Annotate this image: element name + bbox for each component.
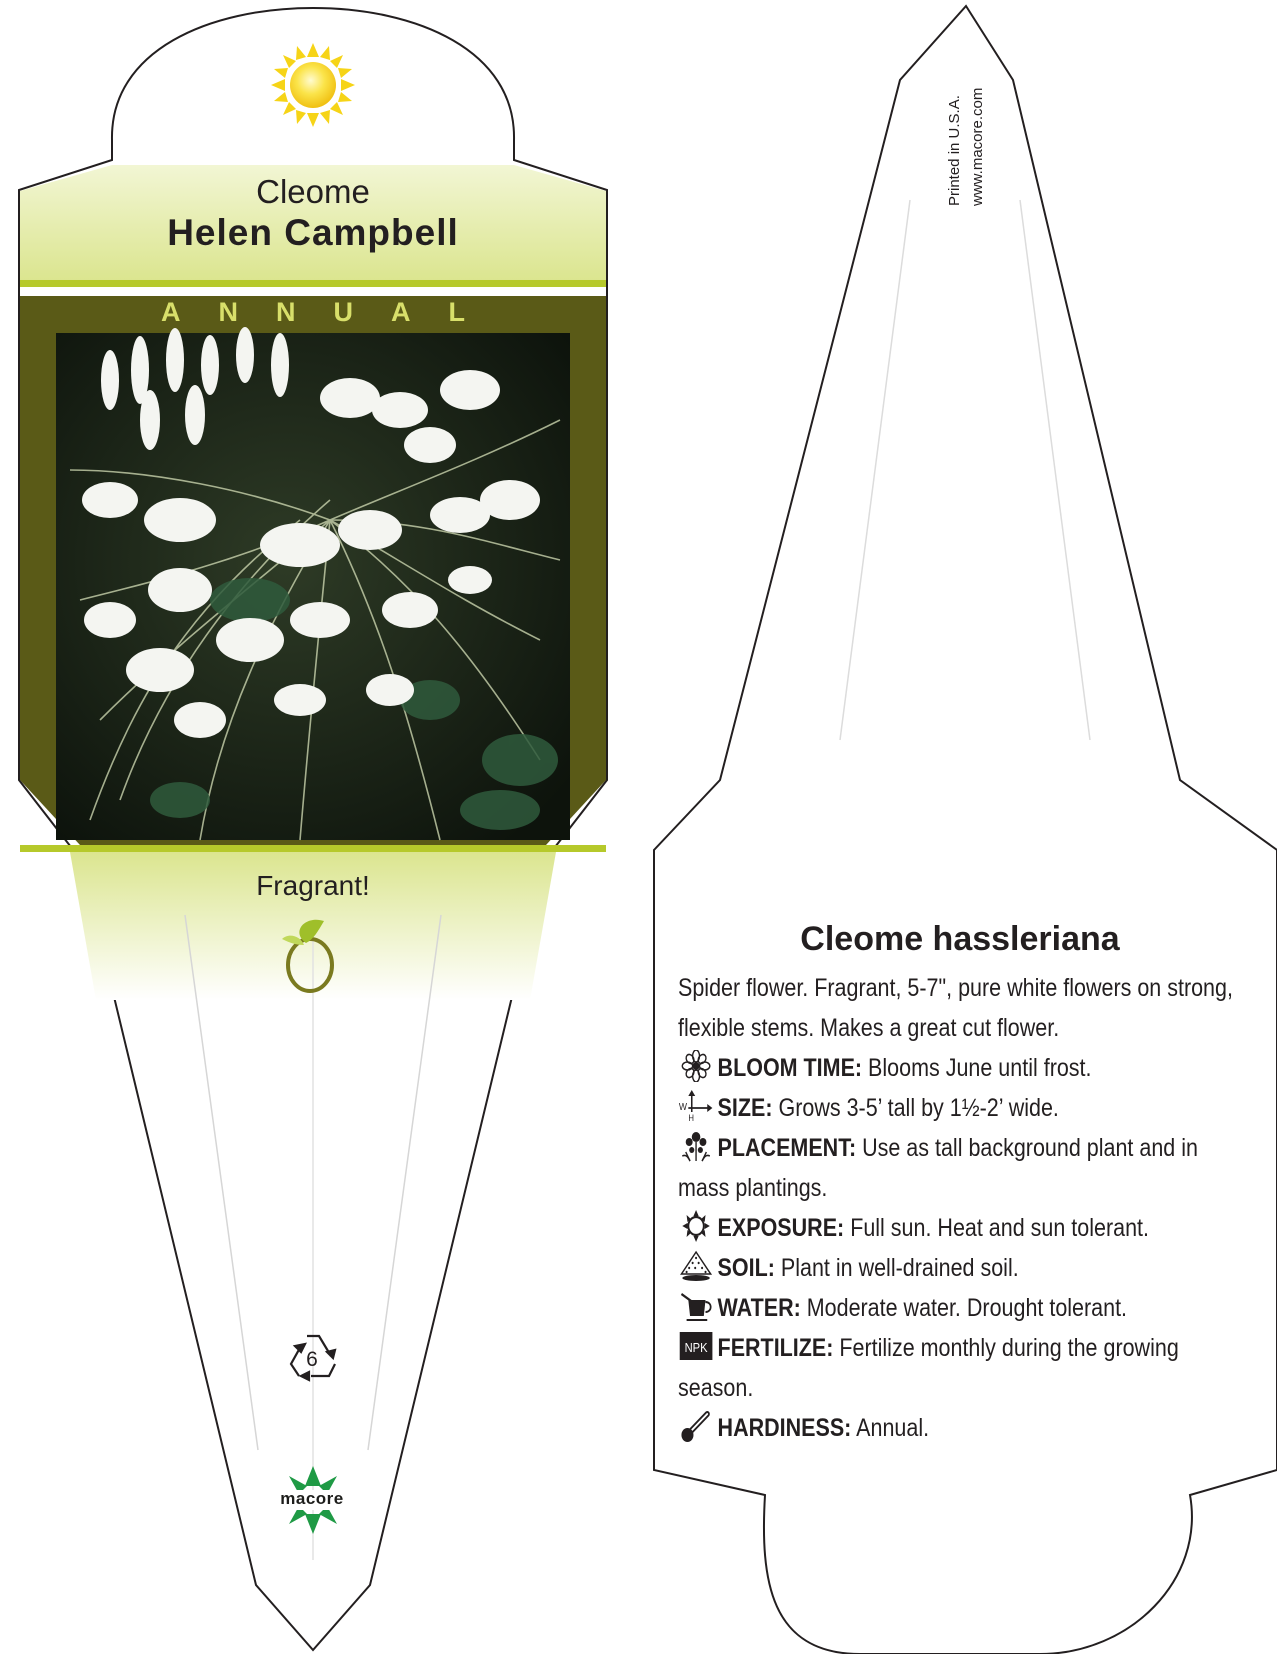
care-label: WATER:	[717, 1294, 801, 1322]
sun-icon	[678, 1210, 714, 1242]
care-text: Annual.	[856, 1414, 930, 1442]
npk-text: NPK	[684, 1340, 708, 1356]
care-label: HARDINESS:	[717, 1414, 852, 1442]
variety-name: Helen Campbell	[167, 212, 459, 253]
care-text: Plant in well-drained soil.	[780, 1254, 1019, 1282]
care-row	[678, 1208, 1237, 1248]
size-arrows-icon	[678, 1090, 714, 1122]
care-label: PLACEMENT:	[717, 1134, 857, 1162]
care-label: BLOOM TIME:	[717, 1054, 863, 1082]
printed-info	[880, 48, 986, 218]
care-row	[678, 1088, 1237, 1128]
feature-text: Fragrant!	[256, 870, 370, 901]
care-row	[678, 1128, 1237, 1208]
care-info	[678, 968, 1237, 1448]
common-name: Cleome	[256, 173, 370, 210]
sun-icon	[271, 43, 355, 127]
care-row	[678, 1048, 1237, 1088]
care-label: FERTILIZE:	[717, 1334, 834, 1362]
brand-name: macore	[280, 1489, 344, 1508]
care-text: Moderate water. Drought tolerant.	[806, 1294, 1128, 1322]
care-text: Grows 3-5’ tall by 1½-2’ wide.	[778, 1094, 1059, 1122]
lower-line	[20, 845, 606, 852]
watering-can-icon	[678, 1290, 714, 1322]
care-text: Use as tall background plant and in mass plantings.	[678, 1134, 1198, 1202]
soil-icon	[678, 1250, 714, 1282]
size-w-label: W	[678, 1101, 687, 1113]
size-h-label: H	[688, 1112, 694, 1122]
plants-icon	[678, 1130, 714, 1162]
care-label: EXPOSURE:	[717, 1214, 845, 1242]
care-row	[678, 1408, 1237, 1448]
recycle-code: 6	[306, 1348, 318, 1371]
botanical-name: Cleome hassleriana	[800, 920, 1120, 958]
care-row	[678, 1328, 1237, 1408]
care-row	[678, 1288, 1237, 1328]
description: Spider flower. Fragrant, 5-7", pure white flowers on strong, flexible stems. Makes a great cut flower.	[678, 974, 1233, 1042]
npk-icon	[678, 1330, 714, 1362]
care-row	[678, 1248, 1237, 1288]
header-line	[20, 280, 606, 287]
thermometer-icon	[678, 1410, 714, 1442]
plant-photo	[56, 327, 570, 840]
category-label: ANNUAL	[161, 297, 503, 327]
care-label: SIZE:	[717, 1094, 773, 1122]
website: www.macore.com	[969, 87, 986, 206]
printed-in: Printed in U.S.A.	[946, 95, 963, 206]
care-text: Blooms June until frost.	[868, 1054, 1092, 1082]
flower-icon	[678, 1050, 714, 1082]
care-text: Fertilize monthly during the growing season.	[678, 1334, 1179, 1402]
care-label: SOIL:	[717, 1254, 775, 1282]
care-text: Full sun. Heat and sun tolerant.	[850, 1214, 1149, 1242]
